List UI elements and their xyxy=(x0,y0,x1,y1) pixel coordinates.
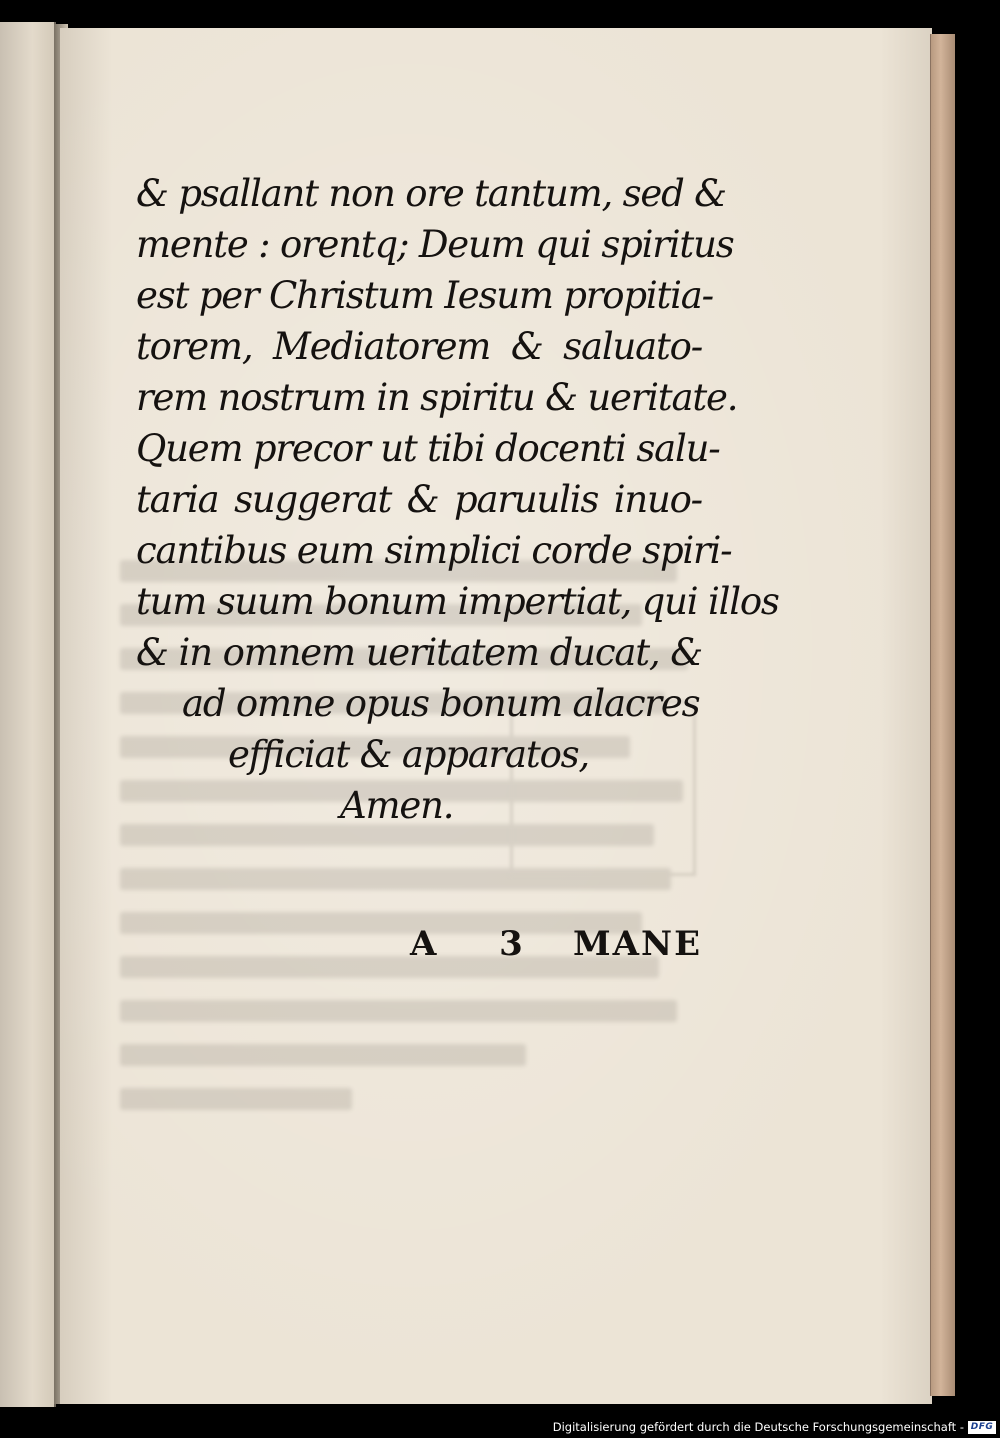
text-line: & in omnem ueritatem ducat, & xyxy=(136,631,702,674)
text-line: Quem precor ut tibi docenti salu- xyxy=(136,427,720,470)
signature-number: 3 xyxy=(499,924,524,964)
footer-bar xyxy=(0,1418,1000,1438)
text-line: tum suum bonum impertiat, qui illos xyxy=(136,580,779,623)
catchword: MANE xyxy=(572,924,702,964)
text-line: ad omne opus bonum alacres xyxy=(182,682,700,725)
signature-line xyxy=(410,924,702,964)
previous-page-edge xyxy=(0,22,56,1407)
funding-credit: Digitalisierung gefördert durch die Deutsche Forschungsgemeinschaft - xyxy=(552,1420,964,1434)
text-line: taria suggerat & paruulis inuo- xyxy=(136,478,702,521)
text-line-closing: Amen. xyxy=(340,784,454,827)
text-line: est per Christum Iesum propitia- xyxy=(136,274,713,317)
dfg-logo-icon: DFG xyxy=(968,1421,996,1434)
page-text xyxy=(136,168,779,831)
text-line: & psallant non ore tantum, sed & xyxy=(136,172,726,215)
text-line: cantibus eum simplici corde spiri- xyxy=(136,529,732,572)
text-line: rem nostrum in spiritu & ueritate. xyxy=(136,376,738,419)
book-fore-edge xyxy=(930,34,955,1396)
text-line: efficiat & apparatos, xyxy=(228,733,589,776)
text-line: mente : orentq; Deum qui spiritus xyxy=(136,223,734,266)
text-line: torem, Mediatorem & saluato- xyxy=(136,325,702,368)
signature-mark: A xyxy=(410,924,438,964)
